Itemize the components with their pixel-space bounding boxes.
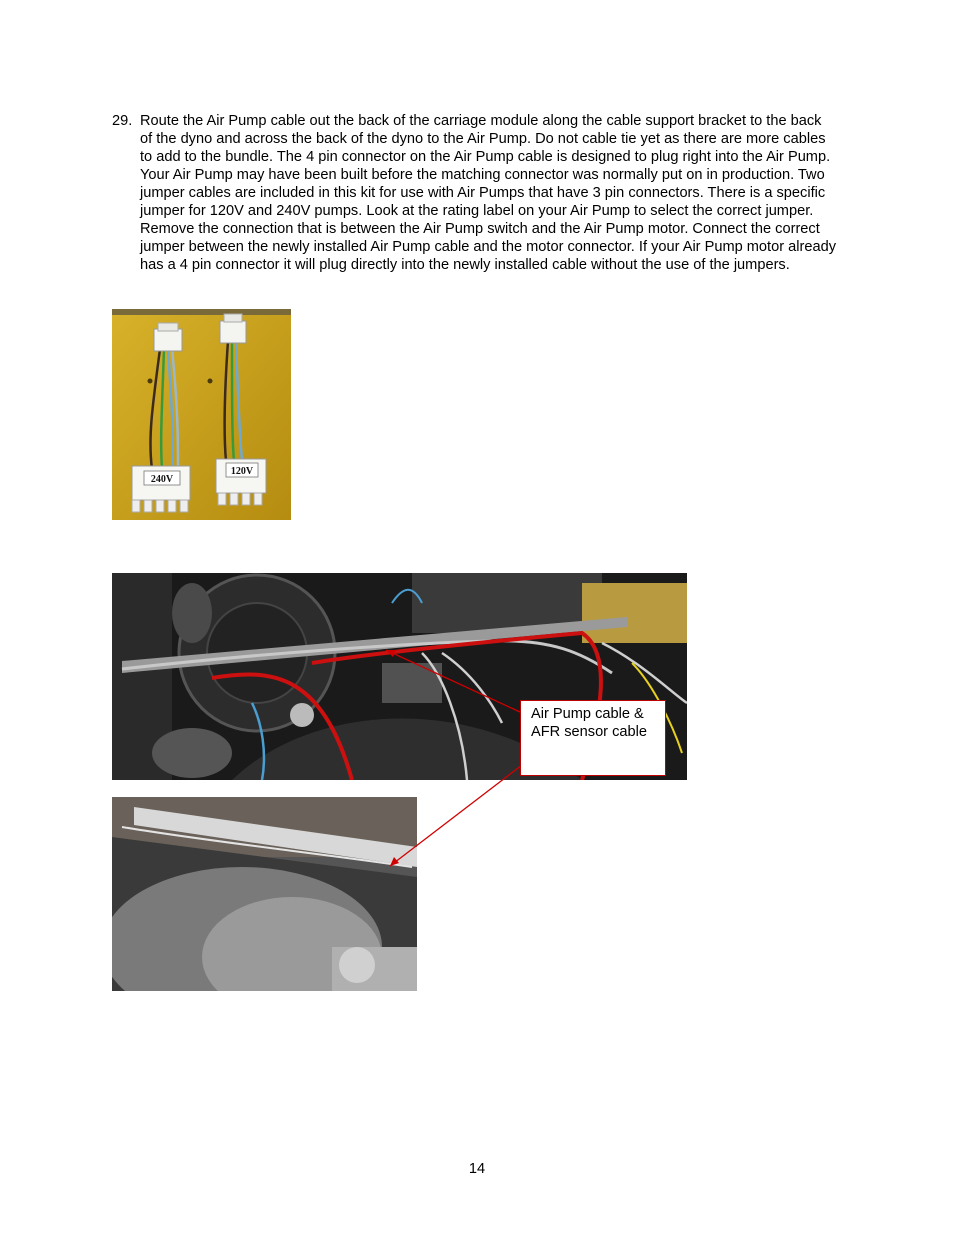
callout-line-1: Air Pump cable & (531, 706, 644, 722)
callout-box (520, 700, 666, 776)
step-number: 29. (112, 113, 133, 129)
step-instructions: Route the Air Pump cable out the back of the carriage module along the cable support bracket to the back of the dyno and across the back of the dyno to the Air Pump. Do not cable tie yet as there are more cables to add to the bundle. The 4 pin connector on the Air Pump cable is designed to plug right into the Air Pump. Your Air Pump may have been built before the matching connector was normally put on in production. Two jumper cables are included in this kit for use with Air Pumps that have 3 pin connectors. There is a specific jumper for 120V and 240V pumps. Look at the rating label on your Air Pump to select the correct jumper. Remove the connection that is between the Air Pump switch and the Air Pump motor. Connect the correct jumper between the newly installed Air Pump cable and the motor connector. If your Air Pump motor already has a 4 pin connector it will plug directly into the newly installed cable without the use of the jumpers. (140, 113, 836, 273)
callout-line-2: AFR sensor cable (531, 724, 647, 740)
label-240v: 240V (150, 474, 174, 485)
label-120v: 120V (230, 466, 254, 477)
page-number: 14 (468, 1161, 486, 1177)
arrow-line-top (386, 650, 520, 712)
arrow-line-bottom (390, 765, 522, 866)
arrow-head-top (386, 650, 396, 657)
arrow-head-bottom (390, 857, 399, 866)
